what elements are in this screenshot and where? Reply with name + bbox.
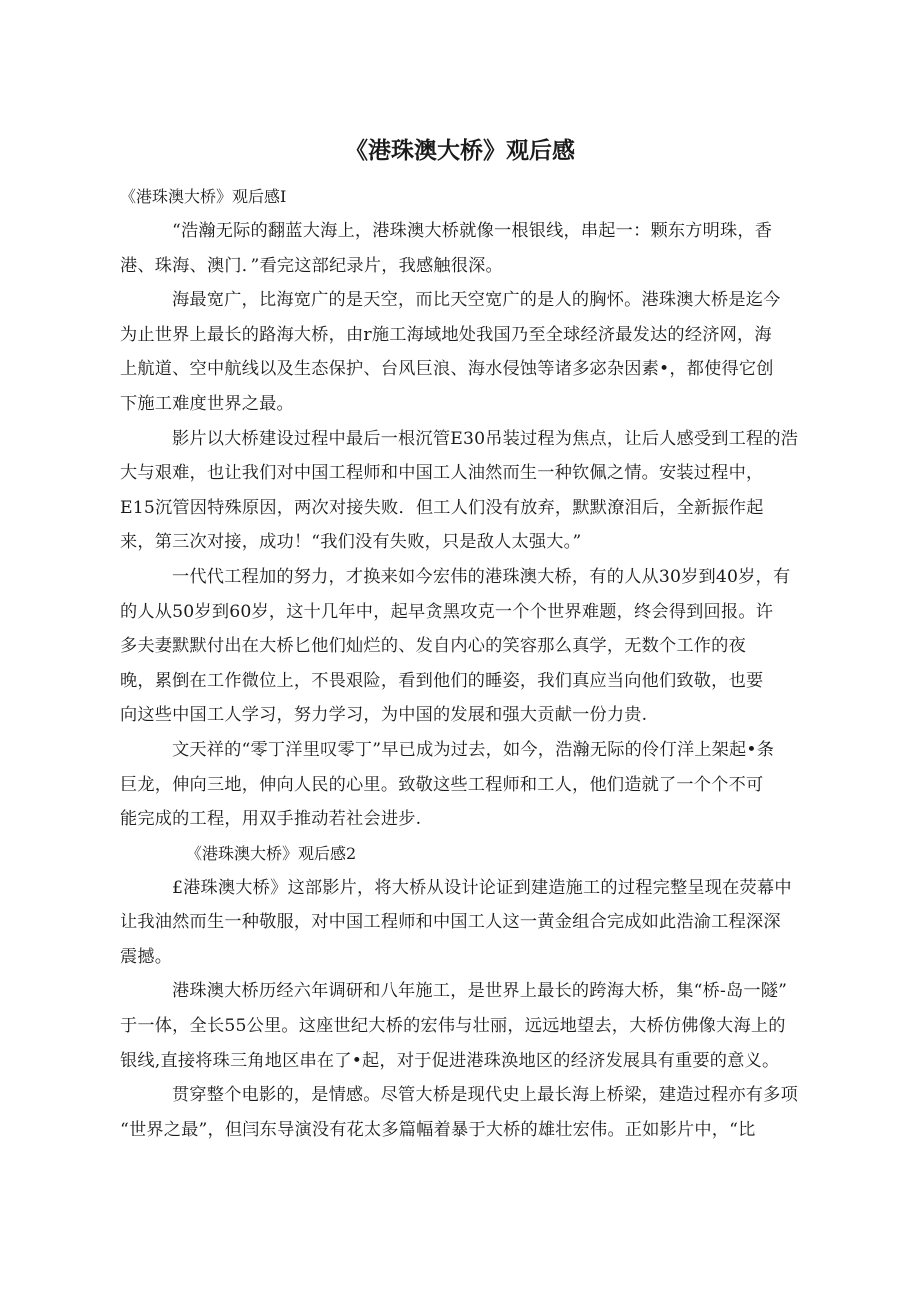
- paragraph: [120, 974, 800, 1078]
- paragraph-line: “世界之最”，但闫东导演没有花太多篇幅着暴于大桥的雄壮宏伟。正如影片中，“比: [120, 1119, 756, 1140]
- paragraph-line: 来，第三次对接，成功！“我们没有失败，只是敌人太强大。”: [120, 532, 582, 553]
- paragraph-line: 银线,直接将珠三角地区串在了•起，对于促进港珠涣地区的经济发展具有重要的意义。: [120, 1050, 780, 1071]
- paragraph-line: 能完成的工程，用双手推动若社会进步.: [120, 809, 422, 830]
- paragraph-line: 下施工难度世界之最。: [120, 393, 294, 414]
- paragraph-line: 贯穿整个电影的，是情感。尽管大桥是现代史上最长海上桥梁，建造过程亦有多项: [172, 1085, 798, 1106]
- paragraph-line: 海最宽广，比海宽广的是天空，而比天空宽广的是人的胸怀。港珠澳大桥是迄今: [172, 290, 781, 311]
- document-title: 《港珠澳大桥》观后感: [345, 138, 575, 164]
- paragraph: [120, 422, 800, 560]
- paragraph-line: 一代代工程加的努力，才换来如今宏伟的港珠澳大桥，有的人从30岁到40岁，有: [172, 566, 791, 587]
- paragraph: [120, 283, 800, 421]
- paragraph-line: 震撼。: [120, 946, 173, 967]
- paragraph-line: 晚，累倒在工作微位上，不畏艰险，看到他们的睡姿，我们真应当向他们致敬，也要: [120, 670, 764, 691]
- paragraph-line: 多夫妻默默付出在大桥匕他们灿烂的、发自内心的笑容那么真学，无数个工作的夜: [120, 636, 746, 657]
- paragraph: [120, 214, 800, 283]
- paragraph: [120, 871, 800, 975]
- paragraph-line: 大与艰难，也让我们对中国工程师和中国工人油然而生一种钦佩之情。安装过程中，: [120, 463, 764, 484]
- paragraph: [120, 733, 800, 837]
- paragraph-line: 影片以大桥建设过程中最后一根沉管E30吊装过程为焦点，让后人感受到工程的浩: [172, 428, 799, 449]
- paragraph-line: 的人从50岁到60岁，这十几年中，起早贪黑攻克一个个世界难题，终会得到回报。许: [120, 601, 774, 622]
- paragraph-line: 让我油然而生一种敬服，对中国工程师和中国工人这一黄金组合完成如此浩渝工程深深: [120, 912, 781, 933]
- paragraph-line: E15沉管因特殊原因，两次对接失败．但工人们没有放弃，默默潦泪后，全新振作起: [120, 497, 764, 518]
- paragraph-line: 上航道、空中航线以及生态保护、台风巨浪、海水侵蚀等诸多宓杂因素•，都使得它创: [120, 359, 774, 380]
- paragraph: [120, 560, 800, 733]
- paragraph-line: 巨龙，伸向三地，伸向人民的心里。致敬这些工程师和工人，他们造就了一个个不可: [120, 774, 764, 795]
- paragraph-line: “浩瀚无际的翻蓝大海上，港珠澳大桥就像一根银线，串起一：颗东方明珠，香: [172, 221, 773, 241]
- paragraph-line: 文天祥的“零丁洋里叹零丁”早已成为过去，如今，浩瀚无际的伶仃洋上架起•条: [172, 739, 775, 760]
- paragraph-line: 向这些中国工人学习，努力学习，为中国的发展和强大贡献一份力贵.: [120, 705, 648, 726]
- paragraph: [120, 1078, 800, 1147]
- paragraph-line: 于一体，全长55公里。这座世纪大桥的宏伟与壮丽，远远地望去，大桥仿佛像大海上的: [120, 1016, 786, 1037]
- section-heading: 《港珠澳大桥》观后感I: [120, 187, 287, 206]
- paragraph-line: 港珠澳大桥历经六年调研和八年施工，是世界上最长的跨海大桥，集“桥-岛一隧”: [172, 981, 788, 1002]
- paragraph-line: 港、珠海、澳门．”看完这部纪录片，我感触很深。: [120, 255, 503, 276]
- paragraph-line: £港珠澳大桥》这部影片，将大桥从设计论证到建造施工的过程完整呈现在荧幕中: [172, 877, 792, 898]
- document-body: [120, 180, 800, 1147]
- section-heading: 《港珠澳大桥》观后感2: [186, 843, 357, 863]
- paragraph-line: 为止世界上最长的路海大桥，由r施工海域地处我国乃至全球经济最发达的经济网，海: [120, 324, 772, 345]
